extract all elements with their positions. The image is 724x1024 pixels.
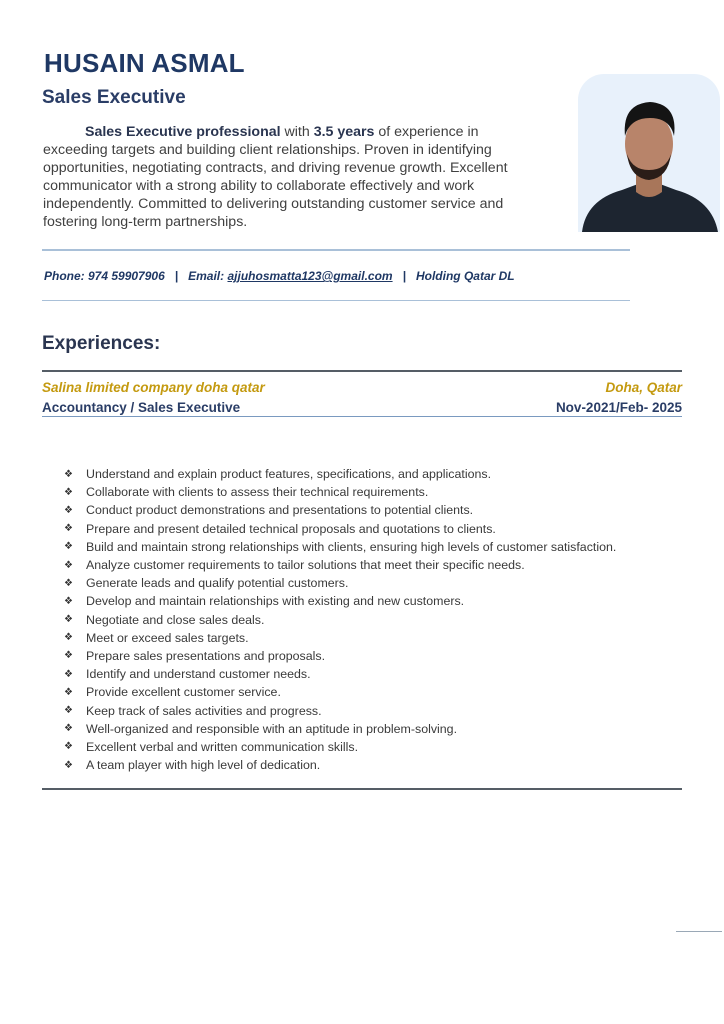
diamond-bullet-icon: ❖ xyxy=(64,541,73,553)
list-item-text: Excellent verbal and written communication skills. xyxy=(86,739,359,754)
list-item xyxy=(64,701,616,719)
divider xyxy=(676,931,722,932)
list-item xyxy=(64,629,616,647)
divider xyxy=(42,249,630,251)
diamond-bullet-icon: ❖ xyxy=(64,595,73,607)
license: Holding Qatar DL xyxy=(415,269,515,283)
list-item-text: Collaborate with clients to assess their technical requirements. xyxy=(86,485,429,500)
location: Doha, Qatar xyxy=(605,380,682,395)
list-item-text: A team player with high level of dedication. xyxy=(86,758,321,773)
diamond-bullet-icon: ❖ xyxy=(64,614,73,626)
list-item xyxy=(64,592,616,610)
diamond-bullet-icon: ❖ xyxy=(64,504,73,516)
divider xyxy=(42,370,682,372)
summary-text: of experience in exceeding targets and building client relationships. Proven in identifying opportunities, negotiating contracts, and driving revenue growth. Excellent communicator with a strong ability to collaborate effectively and work independently. Committed to delivering outstanding customer service and fostering long-term partnerships. xyxy=(43,124,508,230)
summary xyxy=(43,123,538,231)
email-link[interactable]: ajjuhosmatta123@gmail.com xyxy=(227,269,393,283)
list-item xyxy=(64,647,616,665)
candidate-name: HUSAIN ASMAL xyxy=(44,48,245,78)
list-item xyxy=(64,520,616,538)
candidate-title: Sales Executive xyxy=(42,87,186,108)
profile-photo xyxy=(578,74,720,232)
divider xyxy=(42,788,682,790)
list-item-text: Well-organized and responsible with an aptitude in problem-solving. xyxy=(86,721,458,736)
list-item-text: Generate leads and qualify potential customers. xyxy=(86,576,349,591)
list-item xyxy=(64,465,616,483)
diamond-bullet-icon: ❖ xyxy=(64,559,73,571)
summary-text: with xyxy=(280,124,314,140)
diamond-bullet-icon: ❖ xyxy=(64,577,73,589)
summary-bold-years: 3.5 years xyxy=(313,124,375,140)
phone: Phone: 974 59907906 xyxy=(44,269,165,283)
diamond-bullet-icon: ❖ xyxy=(64,523,73,535)
contact-line xyxy=(44,269,515,283)
company-row xyxy=(42,380,682,395)
company: Salina limited company doha qatar xyxy=(42,380,265,395)
list-item-text: Provide excellent customer service. xyxy=(86,685,281,700)
period: Nov-2021/Feb- 2025 xyxy=(555,400,682,415)
experience-heading: Experiences: xyxy=(42,333,161,354)
responsibility-list xyxy=(64,465,616,774)
list-item xyxy=(64,738,616,756)
diamond-bullet-icon: ❖ xyxy=(64,741,73,753)
list-item xyxy=(64,756,616,774)
role: Accountancy / Sales Executive xyxy=(42,400,241,415)
list-item-text: Meet or exceed sales targets. xyxy=(86,630,249,645)
separator: | xyxy=(392,269,416,283)
list-item xyxy=(64,501,616,519)
list-item xyxy=(64,556,616,574)
divider xyxy=(42,300,630,301)
list-item xyxy=(64,574,616,592)
list-item xyxy=(64,665,616,683)
diamond-bullet-icon: ❖ xyxy=(64,686,73,698)
diamond-bullet-icon: ❖ xyxy=(64,486,73,498)
list-item-text: Keep track of sales activities and progress. xyxy=(86,703,322,718)
list-item xyxy=(64,538,616,556)
list-item-text: Prepare sales presentations and proposals. xyxy=(86,648,326,663)
list-item-text: Prepare and present detailed technical proposals and quotations to clients. xyxy=(86,521,496,536)
list-item-text: Understand and explain product features, specifications, and applications. xyxy=(86,467,492,482)
diamond-bullet-icon: ❖ xyxy=(64,468,73,480)
list-item-text: Negotiate and close sales deals. xyxy=(86,612,265,627)
diamond-bullet-icon: ❖ xyxy=(64,723,73,735)
list-item-text: Conduct product demonstrations and presentations to potential clients. xyxy=(86,503,474,518)
summary-bold-role: Sales Executive professional xyxy=(85,124,281,140)
diamond-bullet-icon: ❖ xyxy=(64,668,73,680)
list-item-text: Build and maintain strong relationships with clients, ensuring high levels of customer satisfaction. xyxy=(86,539,617,554)
diamond-bullet-icon: ❖ xyxy=(64,705,73,717)
role-row xyxy=(42,400,682,417)
list-item xyxy=(64,720,616,738)
list-item xyxy=(64,483,616,501)
list-item xyxy=(64,611,616,629)
separator: | xyxy=(164,269,189,283)
diamond-bullet-icon: ❖ xyxy=(64,632,73,644)
list-item-text: Analyze customer requirements to tailor solutions that meet their specific needs. xyxy=(86,558,525,573)
list-item-text: Identify and understand customer needs. xyxy=(86,667,311,682)
diamond-bullet-icon: ❖ xyxy=(64,759,73,771)
email-label: Email: xyxy=(188,269,228,283)
list-item xyxy=(64,683,616,701)
diamond-bullet-icon: ❖ xyxy=(64,650,73,662)
list-item-text: Develop and maintain relationships with existing and new customers. xyxy=(86,594,465,609)
